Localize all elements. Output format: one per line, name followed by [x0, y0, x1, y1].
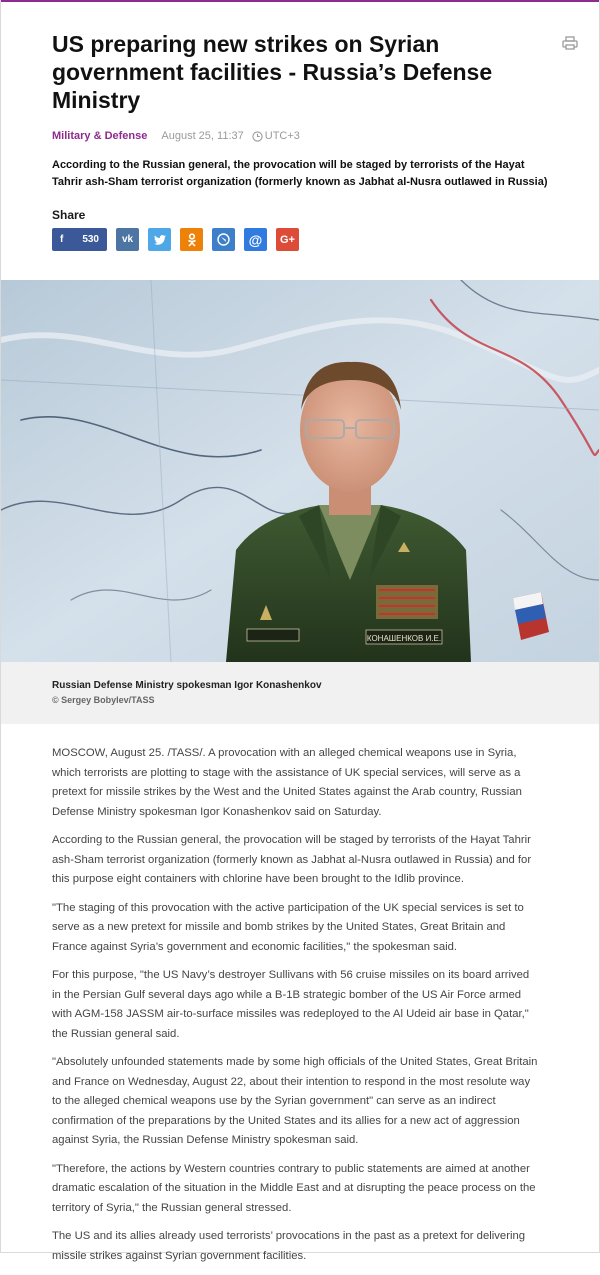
- timezone-label: UTC+3: [264, 130, 300, 142]
- article-lead: According to the Russian general, the provocation will be staged by terrorists of the Hayat Tahrir ash-Sham terrorist organization (formerly known as Jabhat al-Nusra outlawed in Russia): [52, 159, 548, 188]
- mail-icon: @: [248, 231, 263, 248]
- body-paragraph: According to the Russian general, the provocation will be staged by terrorists of the Hayat Tahrir ash-Sham terrorist organization (formerly known as Jabhat al-Nusra outlawed in Russia) and for this purpose eight containers with chlorine have been brought to the Idlib province.: [52, 834, 532, 885]
- body-paragraph: "The staging of this provocation with the active participation of the UK special services is set to serve as a new pretext for missile and bomb strikes by the United States, Great Britain and France against Syria’s government and economic facilities," the spokesman said.: [52, 901, 524, 953]
- google-plus-icon: G+: [280, 233, 295, 246]
- share-buttons: [52, 228, 308, 251]
- article-photo: [1, 280, 599, 662]
- top-accent-bar: [0, 0, 600, 2]
- livejournal-icon: [217, 233, 230, 246]
- vk-icon: vk: [121, 234, 134, 245]
- name-tag: КОНАШЕНКОВ И.Е.: [366, 634, 442, 643]
- category-link[interactable]: Military & Defense: [52, 130, 148, 142]
- twitter-share-button[interactable]: [148, 228, 171, 251]
- body-paragraph: MOSCOW, August 25. /TASS/. A provocation with an alleged chemical weapons use in Syria, which terrorists are plotting to stage with the assistance of UK special services, will serve as a pretext for missile strikes by the West and the United States against the Arab country, Russian Defense Ministry spokesman Igor Konashenkov said on Saturday.: [52, 747, 522, 818]
- vk-share-button[interactable]: [116, 228, 139, 251]
- clock-icon: [252, 131, 263, 142]
- odnoklassniki-share-button[interactable]: [180, 228, 203, 251]
- article-title: US preparing new strikes on Syrian government facilities - Russia’s Defense Ministry: [52, 31, 493, 113]
- photo-caption: Russian Defense Ministry spokesman Igor Konashenkov: [52, 680, 322, 691]
- print-icon[interactable]: [562, 36, 578, 50]
- facebook-share-button[interactable]: [52, 228, 107, 251]
- photo-credit: © Sergey Bobylev/TASS: [52, 695, 155, 705]
- body-paragraph: The US and its allies already used terrorists’ provocations in the past as a pretext for delivering missile strikes against Syrian government facilities.: [52, 1230, 526, 1262]
- twitter-icon: [154, 235, 166, 245]
- body-paragraph: "Therefore, the actions by Western countries contrary to public statements are aimed at another dramatic escalation of the situation in the Middle East and at disrupting the peace process on the territory of Syria," the Russian general stressed.: [52, 1162, 536, 1214]
- mail-share-button[interactable]: [244, 228, 267, 251]
- article-body: [52, 744, 538, 1275]
- odnoklassniki-icon: [187, 233, 197, 247]
- publish-date: August 25, 11:37: [161, 130, 244, 142]
- body-paragraph: For this purpose, "the US Navy’s destroyer Sullivans with 56 cruise missiles on its board arrived in the Persian Gulf several days ago while a B-1B strategic bomber of the US Air Force armed with AGM-158 JASSM air-to-surface missiles was redeployed to the Al Udeid air base in Qatar," the Russian general said.: [52, 969, 530, 1040]
- photo-caption-box: [1, 662, 599, 724]
- article-meta: [52, 128, 300, 144]
- livejournal-share-button[interactable]: [212, 228, 235, 251]
- facebook-icon: f: [60, 234, 64, 245]
- body-paragraph: "Absolutely unfounded statements made by some high officials of the United States, Great Britain and France on Wednesday, August 22, about their intention to respond in the most resolute way to the alleged chemical weapons use by the Syrian government" can serve as an indirect confirmation of the preparations by the United States and its allies for a new act of aggression against Syria, the Russian Defense Ministry spokesman said.: [52, 1056, 538, 1146]
- facebook-share-count: 530: [82, 234, 99, 245]
- google-plus-share-button[interactable]: [276, 228, 299, 251]
- share-label: Share: [52, 208, 86, 222]
